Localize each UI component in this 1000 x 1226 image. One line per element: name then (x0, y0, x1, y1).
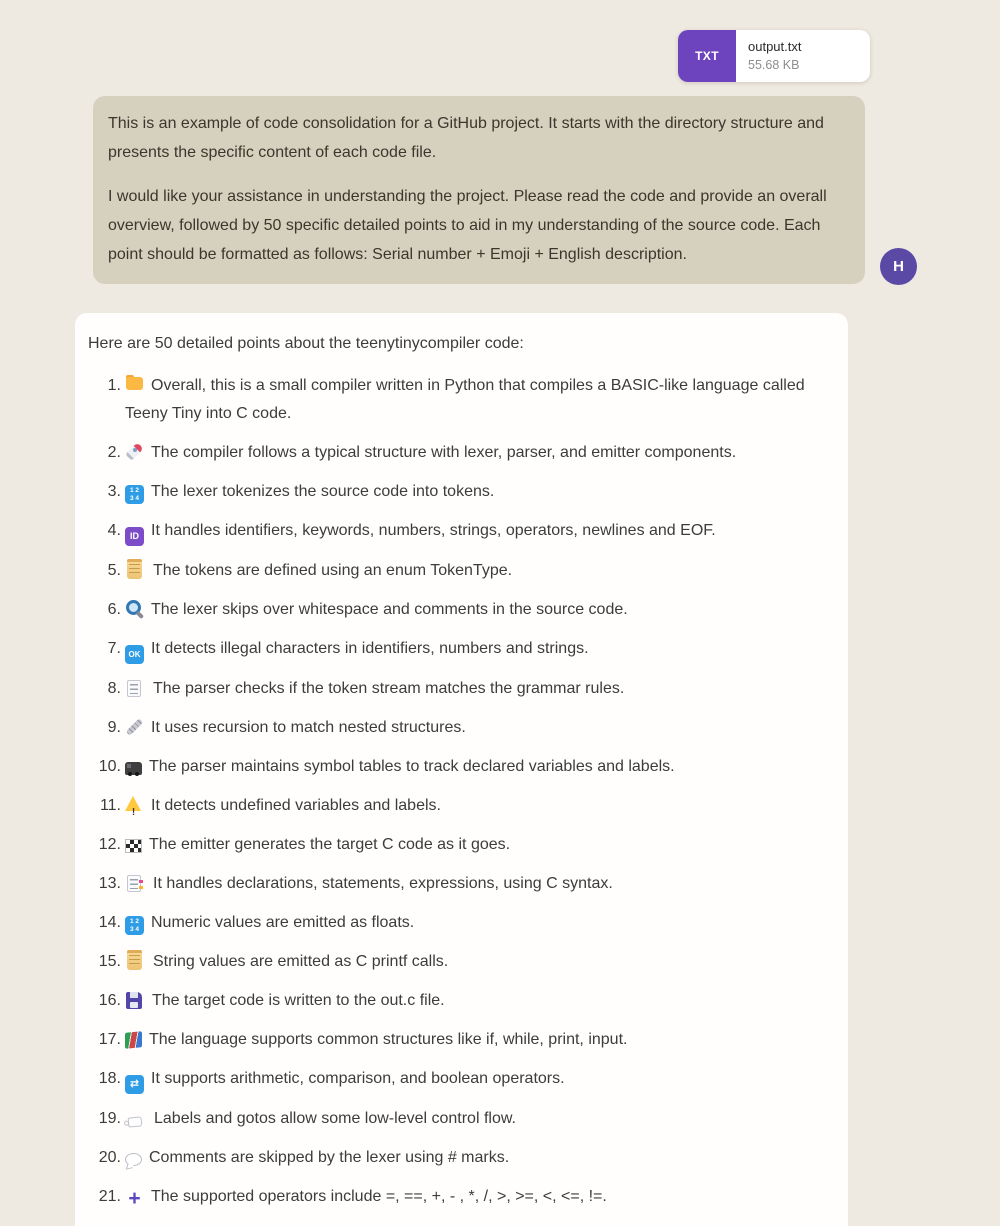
item-number: 16. (98, 992, 121, 1009)
item-number: 10. (98, 758, 121, 775)
item-number: 2. (107, 444, 121, 461)
item-body (125, 1026, 627, 1054)
item-text: The emitter generates the target C code as it goes. (149, 836, 511, 853)
speech-icon (125, 1153, 142, 1166)
item-body (125, 1144, 509, 1172)
list-item (88, 596, 828, 624)
list-item (88, 792, 828, 820)
list-item (88, 1144, 828, 1172)
user-message-bubble (93, 96, 865, 284)
item-text: Overall, this is a small compiler written in Python that compiles a BASIC-like language called Teeny Tiny into C code. (125, 377, 805, 422)
item-text: The compiler follows a typical structure with lexer, parser, and emitter components. (151, 444, 737, 461)
item-text: The tokens are defined using an enum TokenType. (153, 562, 513, 579)
user-avatar[interactable]: H (880, 248, 917, 285)
item-body (125, 635, 589, 664)
item-number: 4. (107, 522, 121, 539)
item-number: 20. (98, 1149, 121, 1166)
item-body (125, 831, 510, 859)
flag-icon (125, 839, 142, 853)
item-body (125, 675, 624, 703)
user-message-paragraph: This is an example of code consolidation for a GitHub project. It starts with the directory structure and presents the specific content of each code file. (108, 115, 824, 161)
scroll-icon (127, 950, 142, 970)
item-text: Labels and gotos allow some low-level control flow. (154, 1110, 516, 1127)
item-number: 9. (107, 719, 121, 736)
item-body (125, 792, 441, 820)
item-text: Comments are skipped by the lexer using # marks. (149, 1149, 510, 1166)
item-body (125, 1065, 565, 1094)
item-number: 3. (107, 483, 121, 500)
item-number: 15. (98, 953, 121, 970)
item-text: The supported operators include =, ==, +, - , *, /, >, >=, <, <=, !=. (151, 1188, 607, 1205)
list-item (88, 1026, 828, 1054)
item-text: The lexer tokenizes the source code into tokens. (151, 483, 495, 500)
id-icon (125, 527, 144, 546)
item-text: The target code is written to the out.c file. (152, 992, 445, 1009)
list-item (88, 909, 828, 937)
item-body (125, 714, 466, 742)
item-text: It handles declarations, statements, expressions, using C syntax. (153, 875, 613, 892)
page-icon (127, 680, 141, 697)
item-number: 6. (107, 601, 121, 618)
list-item (88, 714, 828, 742)
list-item (88, 517, 828, 546)
list-item (88, 831, 828, 859)
locomotive-icon (125, 762, 142, 775)
list-item (88, 1105, 828, 1133)
item-number: 18. (98, 1070, 121, 1087)
item-number: 1. (107, 377, 121, 394)
item-body (125, 987, 445, 1015)
item-body (125, 753, 675, 781)
list-item (88, 753, 828, 781)
file-type-badge: TXT (678, 30, 736, 82)
item-body (125, 948, 448, 976)
folder-icon (125, 375, 144, 394)
item-number: 19. (98, 1110, 121, 1127)
item-text: The language supports common structures like if, while, print, input. (149, 1031, 628, 1048)
file-meta (736, 30, 813, 82)
scroll-icon (127, 559, 142, 579)
list-item (88, 948, 828, 976)
attachment-card[interactable] (678, 30, 870, 82)
item-text: Numeric values are emitted as floats. (151, 914, 415, 931)
file-name: output.txt (748, 39, 802, 54)
item-number: 13. (98, 875, 121, 892)
item-body (125, 596, 628, 624)
ruler-icon (125, 717, 144, 736)
item-number: 17. (98, 1031, 121, 1048)
assistant-message-bubble (75, 313, 848, 1226)
item-text: It detects illegal characters in identifiers, numbers and strings. (151, 640, 589, 657)
item-number: 14. (98, 914, 121, 931)
item-body (125, 478, 494, 506)
ok-icon (125, 645, 144, 664)
item-body (125, 372, 805, 428)
points-list (88, 372, 828, 1211)
shuffle-icon (125, 1075, 144, 1094)
list-item (88, 1183, 828, 1211)
list-item (88, 987, 828, 1015)
plus-icon (125, 1190, 144, 1209)
item-body (125, 1183, 607, 1211)
magnifier-icon (125, 599, 144, 618)
rocket-icon (125, 442, 144, 461)
list-item (88, 557, 828, 585)
item-text: It detects undefined variables and labels. (151, 797, 441, 814)
warning-icon (125, 795, 144, 814)
item-text: The parser maintains symbol tables to track declared variables and labels. (149, 758, 675, 775)
item-number: 21. (98, 1188, 121, 1205)
list-item (88, 675, 828, 703)
item-number: 8. (107, 680, 121, 697)
item-body (125, 870, 613, 898)
list-item (88, 372, 828, 428)
list-item (88, 635, 828, 664)
item-text: It uses recursion to match nested structures. (151, 719, 466, 736)
user-message-paragraph: I would like your assistance in understanding the project. Please read the code and provide an overall overview, followed by 50 specific detailed points to aid in my understanding of the source code. Each point should be formatted as follows: Serial number + Emoji + English description. (108, 188, 827, 263)
list-item (88, 1065, 828, 1094)
item-body (125, 439, 736, 467)
numbers-icon (125, 485, 144, 504)
label-icon (128, 1116, 143, 1127)
item-body (125, 517, 716, 546)
item-text: It supports arithmetic, comparison, and boolean operators. (151, 1070, 565, 1087)
item-body (125, 1105, 516, 1133)
item-body (125, 557, 512, 585)
item-body (125, 909, 414, 937)
list-item (88, 439, 828, 467)
item-text: It handles identifiers, keywords, numbers, strings, operators, newlines and EOF. (151, 522, 716, 539)
numbers-icon (125, 916, 144, 935)
list-item (88, 870, 828, 898)
item-number: 11. (99, 797, 121, 814)
item-number: 7. (107, 640, 121, 657)
item-number: 12. (98, 836, 121, 853)
item-text: The lexer skips over whitespace and comments in the source code. (151, 601, 628, 618)
assistant-intro-text: Here are 50 detailed points about the teenytinycompiler code: (88, 335, 524, 352)
item-text: String values are emitted as C printf calls. (153, 953, 449, 970)
tabs-icon (127, 875, 141, 892)
list-item (88, 478, 828, 506)
file-size: 55.68 KB (748, 58, 800, 72)
floppy-icon (126, 992, 142, 1009)
item-text: The parser checks if the token stream matches the grammar rules. (153, 680, 625, 697)
books-icon (125, 1031, 142, 1048)
item-number: 5. (107, 562, 121, 579)
